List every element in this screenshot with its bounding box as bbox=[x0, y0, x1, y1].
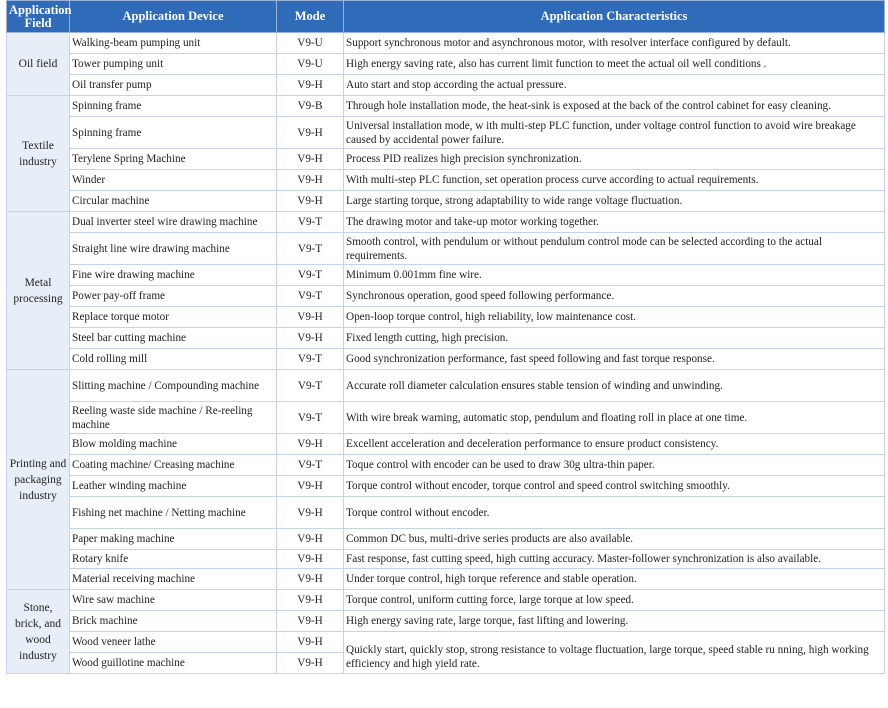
group-stone-brick-wood: Stone, brick, and wood industry bbox=[7, 590, 70, 674]
characteristics-cell: Universal installation mode, w ith multi-step PLC function, under voltage control function to avoid wire breakage caused by accidental power failure. bbox=[344, 117, 885, 149]
device-cell: Rotary knife bbox=[70, 550, 277, 569]
mode-cell: V9-H bbox=[277, 632, 344, 653]
table-row bbox=[7, 212, 885, 233]
mode-cell: V9-H bbox=[277, 75, 344, 96]
header-characteristics: Application Characteristics bbox=[344, 1, 885, 33]
mode-cell: V9-T bbox=[277, 402, 344, 434]
table-row bbox=[7, 590, 885, 611]
mode-cell: V9-H bbox=[277, 569, 344, 590]
table-row bbox=[7, 117, 885, 149]
mode-cell: V9-H bbox=[277, 117, 344, 149]
mode-cell: V9-T bbox=[277, 370, 344, 402]
table-row bbox=[7, 611, 885, 632]
mode-cell: V9-U bbox=[277, 33, 344, 54]
table-row bbox=[7, 434, 885, 455]
device-cell: Brick machine bbox=[70, 611, 277, 632]
device-cell: Tower pumping unit bbox=[70, 54, 277, 75]
table-row bbox=[7, 550, 885, 569]
characteristics-cell: Torque control without encoder, torque control and speed control switching smoothly. bbox=[344, 476, 885, 497]
mode-cell: V9-T bbox=[277, 455, 344, 476]
table-row bbox=[7, 328, 885, 349]
mode-cell: V9-H bbox=[277, 497, 344, 529]
table-row bbox=[7, 497, 885, 529]
mode-cell: V9-H bbox=[277, 328, 344, 349]
device-cell: Slitting machine / Compounding machine bbox=[70, 370, 277, 402]
table-row bbox=[7, 632, 885, 653]
device-cell: Leather winding machine bbox=[70, 476, 277, 497]
mode-cell: V9-T bbox=[277, 349, 344, 370]
mode-cell: V9-H bbox=[277, 149, 344, 170]
mode-cell: V9-H bbox=[277, 529, 344, 550]
table-row bbox=[7, 96, 885, 117]
device-cell: Coating machine/ Creasing machine bbox=[70, 455, 277, 476]
characteristics-cell: Under torque control, high torque reference and stable operation. bbox=[344, 569, 885, 590]
table-row bbox=[7, 170, 885, 191]
device-cell: Power pay-off frame bbox=[70, 286, 277, 307]
characteristics-cell: High energy saving rate, large torque, fast lifting and lowering. bbox=[344, 611, 885, 632]
table-row bbox=[7, 54, 885, 75]
device-cell: Reeling waste side machine / Re-reeling machine bbox=[70, 402, 277, 434]
table-row bbox=[7, 191, 885, 212]
table-row bbox=[7, 569, 885, 590]
mode-cell: V9-H bbox=[277, 434, 344, 455]
table-row bbox=[7, 75, 885, 96]
table-row bbox=[7, 33, 885, 54]
device-cell: Terylene Spring Machine bbox=[70, 149, 277, 170]
table-row bbox=[7, 286, 885, 307]
characteristics-cell: High energy saving rate, also has current limit function to meet the actual oil well conditions . bbox=[344, 54, 885, 75]
characteristics-cell: Fast response, fast cutting speed, high cutting accuracy. Master-follower synchronization is also available. bbox=[344, 550, 885, 569]
characteristics-cell: Through hole installation mode, the heat-sink is exposed at the back of the control cabinet for easy cleaning. bbox=[344, 96, 885, 117]
characteristics-cell: Accurate roll diameter calculation ensures stable tension of winding and unwinding. bbox=[344, 370, 885, 402]
header-mode: Mode bbox=[277, 1, 344, 33]
device-cell: Wood guillotine machine bbox=[70, 653, 277, 674]
characteristics-cell: Synchronous operation, good speed following performance. bbox=[344, 286, 885, 307]
device-cell: Spinning frame bbox=[70, 117, 277, 149]
characteristics-cell: With multi-step PLC function, set operation process curve according to actual requirements. bbox=[344, 170, 885, 191]
mode-cell: V9-B bbox=[277, 96, 344, 117]
mode-cell: V9-H bbox=[277, 550, 344, 569]
characteristics-cell: Open-loop torque control, high reliability, low maintenance cost. bbox=[344, 307, 885, 328]
characteristics-cell: Large starting torque, strong adaptability to wide range voltage fluctuation. bbox=[344, 191, 885, 212]
table-row bbox=[7, 402, 885, 434]
mode-cell: V9-H bbox=[277, 191, 344, 212]
device-cell: Circular machine bbox=[70, 191, 277, 212]
mode-cell: V9-H bbox=[277, 590, 344, 611]
table-row bbox=[7, 307, 885, 328]
device-cell: Winder bbox=[70, 170, 277, 191]
header-row bbox=[7, 1, 885, 33]
device-cell: Wood veneer lathe bbox=[70, 632, 277, 653]
group-printing-packaging: Printing and packaging industry bbox=[7, 370, 70, 590]
group-oil-field: Oil field bbox=[7, 33, 70, 96]
table-row bbox=[7, 476, 885, 497]
table-row bbox=[7, 149, 885, 170]
characteristics-cell: Auto start and stop according the actual pressure. bbox=[344, 75, 885, 96]
header-field: Application Field bbox=[7, 1, 70, 33]
device-cell: Straight line wire drawing machine bbox=[70, 233, 277, 265]
device-cell: Material receiving machine bbox=[70, 569, 277, 590]
characteristics-cell: Torque control without encoder. bbox=[344, 497, 885, 529]
mode-cell: V9-H bbox=[277, 476, 344, 497]
characteristics-cell: Smooth control, with pendulum or without pendulum control mode can be selected according to the actual requirements. bbox=[344, 233, 885, 265]
characteristics-cell: Support synchronous motor and asynchronous motor, with resolver interface configured by default. bbox=[344, 33, 885, 54]
group-metal-processing: Metal processing bbox=[7, 212, 70, 370]
application-table bbox=[6, 0, 885, 674]
characteristics-cell: Good synchronization performance, fast speed following and fast torque response. bbox=[344, 349, 885, 370]
characteristics-cell: Torque control, uniform cutting force, large torque at low speed. bbox=[344, 590, 885, 611]
characteristics-cell: Fixed length cutting, high precision. bbox=[344, 328, 885, 349]
device-cell: Paper making machine bbox=[70, 529, 277, 550]
characteristics-cell: Quickly start, quickly stop, strong resistance to voltage fluctuation, large torque, speed stable ru nning, high working efficiency and high yield rate. bbox=[344, 632, 885, 674]
device-cell: Wire saw machine bbox=[70, 590, 277, 611]
mode-cell: V9-T bbox=[277, 286, 344, 307]
characteristics-cell: With wire break warning, automatic stop, pendulum and floating roll in place at one time. bbox=[344, 402, 885, 434]
header-device: Application Device bbox=[70, 1, 277, 33]
device-cell: Replace torque motor bbox=[70, 307, 277, 328]
characteristics-cell: Minimum 0.001mm fine wire. bbox=[344, 265, 885, 286]
table-row bbox=[7, 455, 885, 476]
characteristics-cell: Common DC bus, multi-drive series products are also available. bbox=[344, 529, 885, 550]
table-row bbox=[7, 370, 885, 402]
characteristics-cell: Process PID realizes high precision synchronization. bbox=[344, 149, 885, 170]
table-row bbox=[7, 529, 885, 550]
table-row bbox=[7, 233, 885, 265]
device-cell: Walking-beam pumping unit bbox=[70, 33, 277, 54]
device-cell: Fishing net machine / Netting machine bbox=[70, 497, 277, 529]
device-cell: Cold rolling mill bbox=[70, 349, 277, 370]
device-cell: Steel bar cutting machine bbox=[70, 328, 277, 349]
mode-cell: V9-H bbox=[277, 611, 344, 632]
table-row bbox=[7, 349, 885, 370]
mode-cell: V9-U bbox=[277, 54, 344, 75]
device-cell: Oil transfer pump bbox=[70, 75, 277, 96]
mode-cell: V9-T bbox=[277, 212, 344, 233]
device-cell: Blow molding machine bbox=[70, 434, 277, 455]
mode-cell: V9-H bbox=[277, 170, 344, 191]
mode-cell: V9-T bbox=[277, 233, 344, 265]
mode-cell: V9-H bbox=[277, 307, 344, 328]
characteristics-cell: Excellent acceleration and deceleration performance to ensure product consistency. bbox=[344, 434, 885, 455]
device-cell: Dual inverter steel wire drawing machine bbox=[70, 212, 277, 233]
table-row bbox=[7, 265, 885, 286]
characteristics-cell: The drawing motor and take-up motor working together. bbox=[344, 212, 885, 233]
mode-cell: V9-H bbox=[277, 653, 344, 674]
characteristics-cell: Toque control with encoder can be used to draw 30g ultra-thin paper. bbox=[344, 455, 885, 476]
device-cell: Spinning frame bbox=[70, 96, 277, 117]
device-cell: Fine wire drawing machine bbox=[70, 265, 277, 286]
mode-cell: V9-T bbox=[277, 265, 344, 286]
group-textile-industry: Textile industry bbox=[7, 96, 70, 212]
